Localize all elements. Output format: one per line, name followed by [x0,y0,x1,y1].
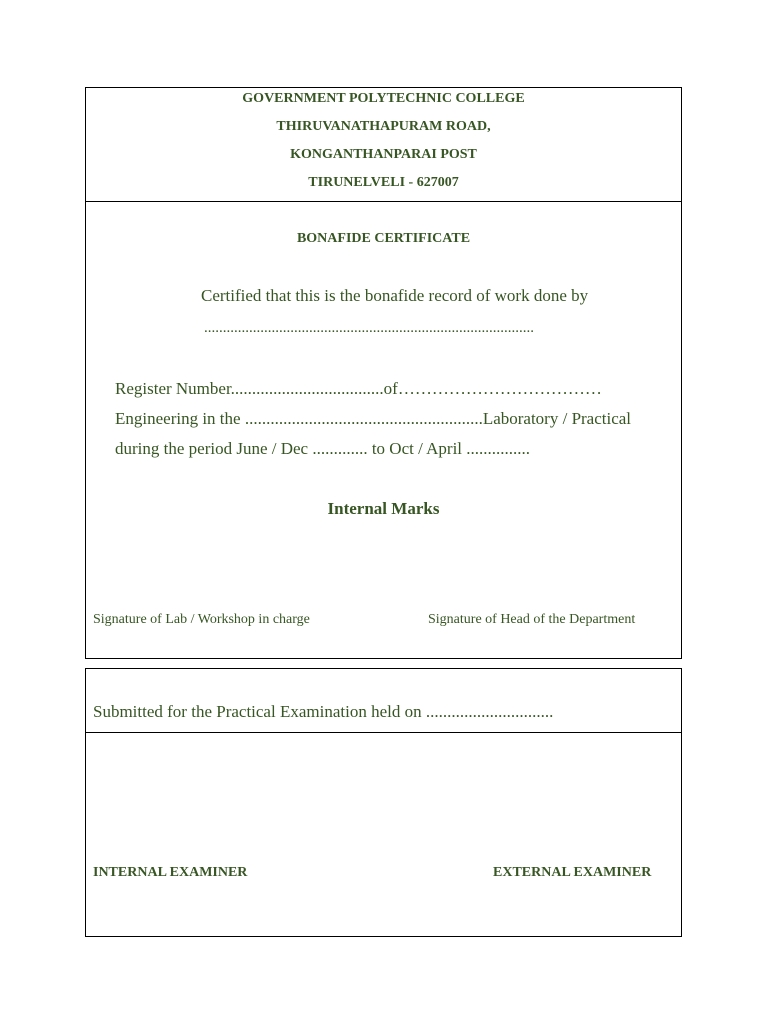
address-line-2: KONGANTHANPARAI POST [290,147,477,162]
address-line-3: TIRUNELVELI - 627007 [308,175,459,190]
certificate-box [85,87,682,659]
certified-line: Certified that this is the bonafide record of work done by [201,286,589,305]
internal-marks-label: Internal Marks [327,499,440,518]
address-line-1: THIRUVANATHAPURAM ROAD, [276,119,491,134]
examination-divider [86,732,681,733]
external-examiner-label: EXTERNAL EXAMINER [493,865,652,880]
signature-lab-incharge: Signature of Lab / Workshop in charge [93,612,310,627]
internal-examiner-label: INTERNAL EXAMINER [93,865,248,880]
submitted-for-exam-line: Submitted for the Practical Examination held on .............................. [93,702,554,721]
register-number-line: Register Number....................................of……………………………… [115,379,602,398]
certificate-title: BONAFIDE CERTIFICATE [296,231,471,246]
period-line: during the period June / Dec ............. to Oct / April ............... [115,439,531,458]
college-name: GOVERNMENT POLYTECHNIC COLLEGE [242,91,525,106]
header-divider [86,201,681,202]
examination-box [85,668,682,937]
engineering-line: Engineering in the ........................................................Laboratory / Practical [115,409,632,428]
student-name-blank: ........................................................................................ [204,320,534,336]
signature-head-of-department: Signature of Head of the Department [428,612,636,627]
